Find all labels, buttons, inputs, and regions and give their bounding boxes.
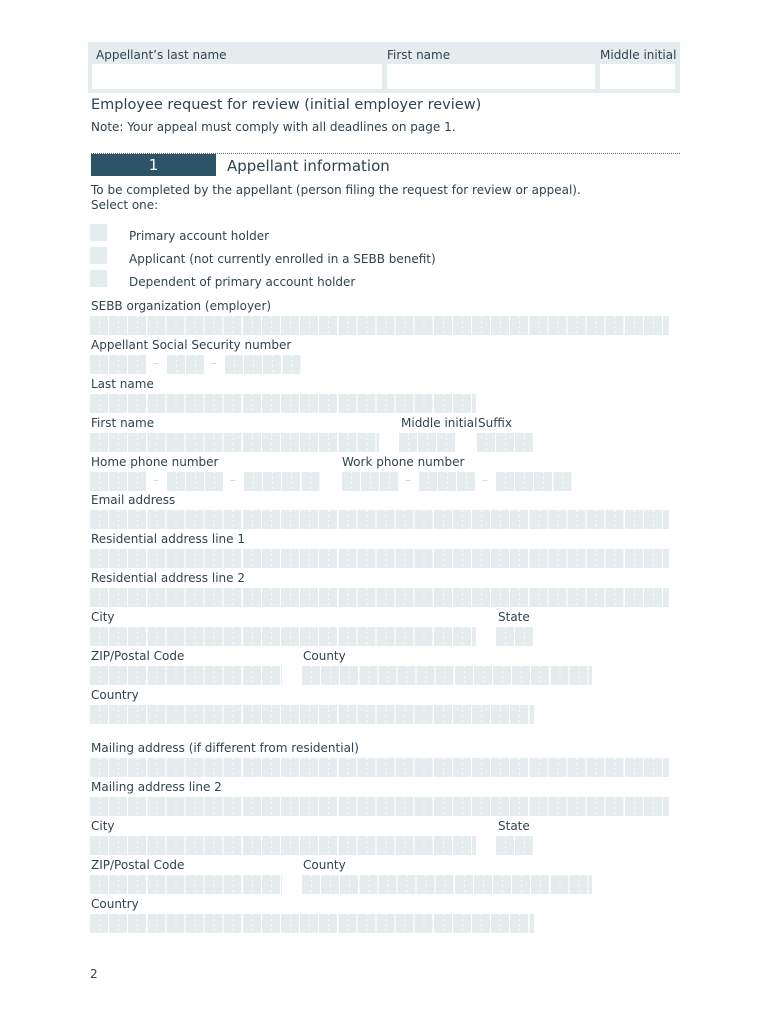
option-dependent-label: Dependent of primary account holder <box>129 275 356 289</box>
suffix-label: Suffix <box>478 416 512 430</box>
res-line1-input[interactable] <box>90 549 669 568</box>
checkbox-primary[interactable] <box>90 224 107 241</box>
zip-input[interactable] <box>90 666 282 685</box>
middle-initial-input[interactable] <box>399 433 456 452</box>
work-phone-prefix-input[interactable] <box>419 472 476 491</box>
home-phone-dash-2: – <box>230 473 236 487</box>
city-label: City <box>91 610 115 624</box>
section-number: 1 <box>91 154 216 176</box>
checkbox-applicant[interactable] <box>90 247 107 264</box>
ssn-dash-1: – <box>153 356 159 370</box>
ssn-part1-input[interactable] <box>90 355 147 374</box>
form-title: Employee request for review (initial employer review) <box>91 97 482 113</box>
intro-line-2: Select one: <box>91 198 159 212</box>
res-line1-label: Residential address line 1 <box>91 532 245 546</box>
email-input[interactable] <box>90 510 669 529</box>
last-name-input[interactable] <box>90 394 476 413</box>
first-name-label: First name <box>91 416 155 430</box>
mailing-county-input[interactable] <box>302 875 592 894</box>
city-input[interactable] <box>90 627 476 646</box>
intro-line-1: To be completed by the appellant (person filing the request for review or appeal). <box>91 183 581 197</box>
work-phone-dash-2: – <box>482 473 488 487</box>
work-phone-line-input[interactable] <box>496 472 572 491</box>
section-title: Appellant information <box>227 157 390 175</box>
mailing-line1-input[interactable] <box>90 758 669 777</box>
home-phone-area-input[interactable] <box>90 472 147 491</box>
work-phone-area-input[interactable] <box>342 472 399 491</box>
mailing-state-label: State <box>498 819 530 833</box>
option-primary-label: Primary account holder <box>129 229 270 243</box>
home-phone-line-input[interactable] <box>244 472 320 491</box>
state-input[interactable] <box>496 627 534 646</box>
mailing-city-input[interactable] <box>90 836 476 855</box>
last-name-label: Last name <box>91 377 154 391</box>
work-phone-dash-1: – <box>405 473 411 487</box>
country-input[interactable] <box>90 705 534 724</box>
work-phone-label: Work phone number <box>342 455 465 469</box>
county-label: County <box>303 649 346 663</box>
zip-label: ZIP/Postal Code <box>91 649 185 663</box>
res-line2-label: Residential address line 2 <box>91 571 245 585</box>
home-phone-prefix-input[interactable] <box>167 472 224 491</box>
suffix-input[interactable] <box>477 433 534 452</box>
section-intro <box>91 183 581 213</box>
ssn-dash-2: – <box>211 356 217 370</box>
ssn-label: Appellant Social Security number <box>91 338 292 352</box>
header-first-name-field[interactable] <box>387 64 595 89</box>
ssn-part2-input[interactable] <box>167 355 205 374</box>
county-input[interactable] <box>302 666 592 685</box>
mailing-line2-input[interactable] <box>90 797 669 816</box>
header-last-name-label: Appellant’s last name <box>96 48 227 62</box>
header-last-name-field[interactable] <box>92 64 382 89</box>
mailing-line2-label: Mailing address line 2 <box>91 780 222 794</box>
sebb-org-label: SEBB organization (employer) <box>91 299 272 313</box>
state-label: State <box>498 610 530 624</box>
email-label: Email address <box>91 493 176 507</box>
ssn-part3-input[interactable] <box>225 355 301 374</box>
sebb-org-input[interactable] <box>90 316 669 335</box>
checkbox-dependent[interactable] <box>90 270 107 287</box>
mailing-country-input[interactable] <box>90 914 534 933</box>
mailing-state-input[interactable] <box>496 836 534 855</box>
mailing-country-label: Country <box>91 897 139 911</box>
mailing-zip-input[interactable] <box>90 875 282 894</box>
res-line2-input[interactable] <box>90 588 669 607</box>
mailing-zip-label: ZIP/Postal Code <box>91 858 185 872</box>
middle-initial-label: Middle initial <box>401 416 478 430</box>
mailing-label: Mailing address (if different from residential) <box>91 741 359 755</box>
header-middle-initial-field[interactable] <box>600 64 675 89</box>
mailing-city-label: City <box>91 819 115 833</box>
page-number: 2 <box>90 967 98 981</box>
header-middle-initial-label: Middle initial <box>600 48 677 62</box>
first-name-input[interactable] <box>90 433 379 452</box>
mailing-county-label: County <box>303 858 346 872</box>
header-first-name-label: First name <box>387 48 451 62</box>
option-applicant-label: Applicant (not currently enrolled in a SEBB benefit) <box>129 252 436 266</box>
home-phone-dash-1: – <box>153 473 159 487</box>
country-label: Country <box>91 688 139 702</box>
deadline-note: Note: Your appeal must comply with all deadlines on page 1. <box>91 120 456 134</box>
home-phone-label: Home phone number <box>91 455 219 469</box>
